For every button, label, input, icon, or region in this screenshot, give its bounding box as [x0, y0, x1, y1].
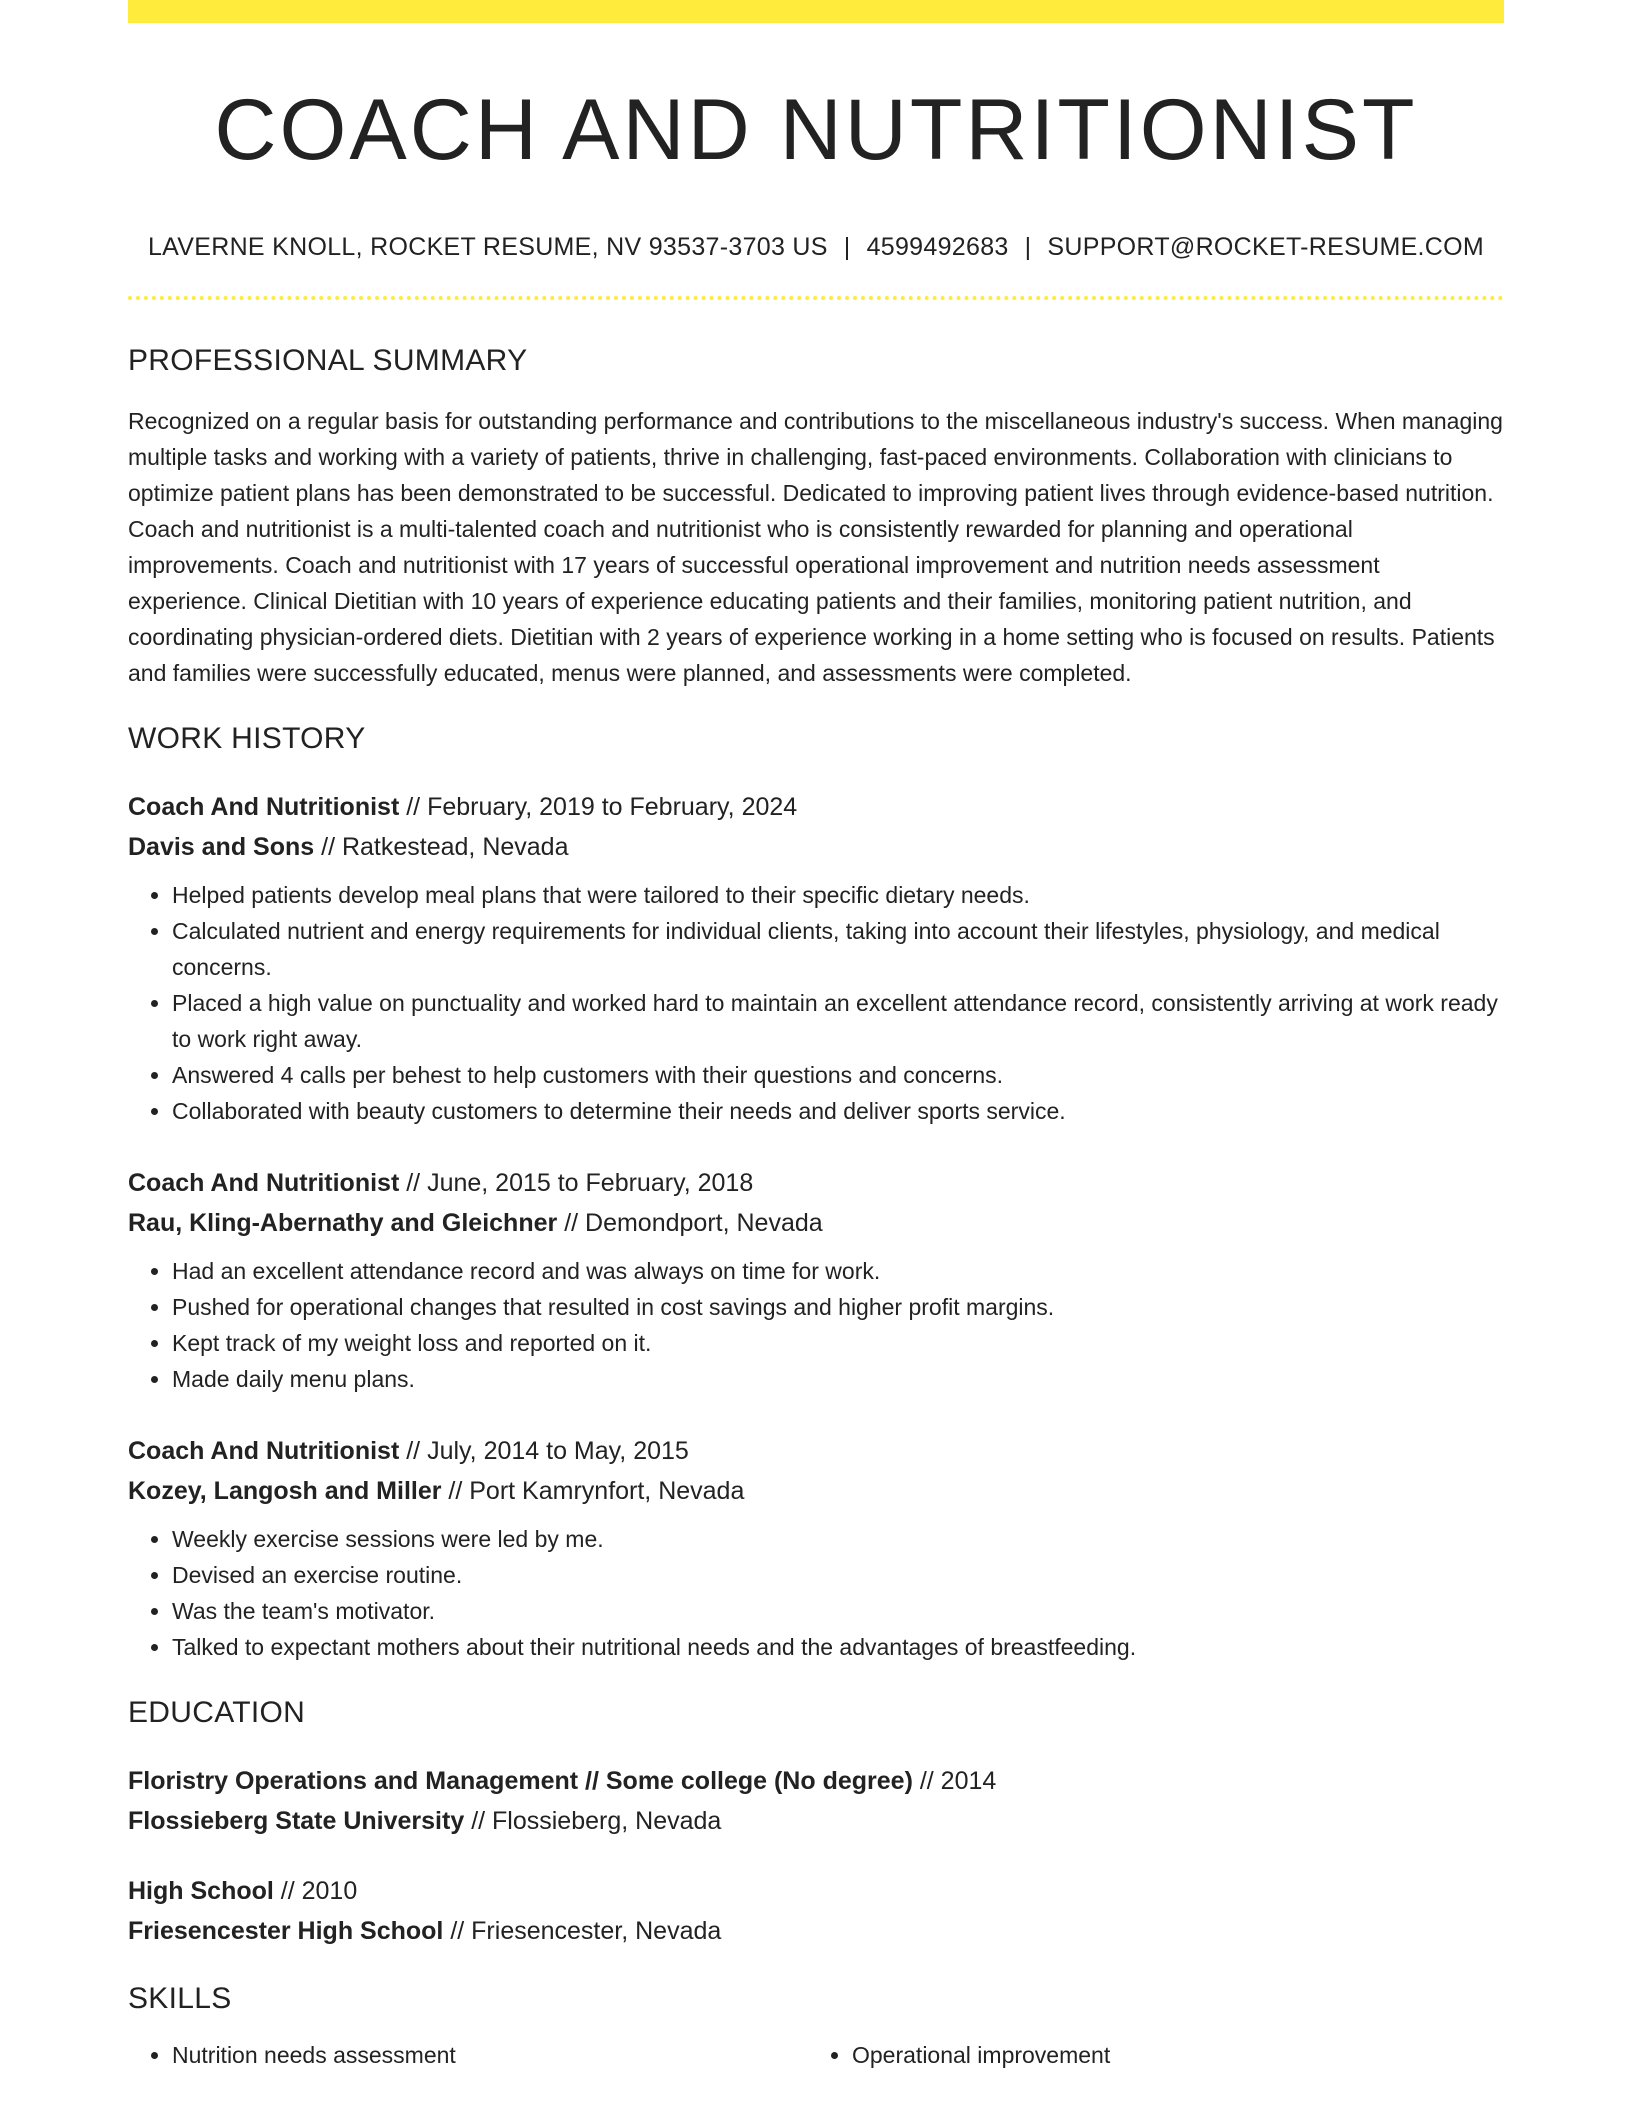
contact-phone: 4599492683 [866, 233, 1009, 261]
education-entry [128, 1761, 1504, 1841]
job-company: Davis and Sons [128, 833, 315, 861]
list-item: • Devised an exercise routine. [172, 1557, 1504, 1593]
work-history-heading: WORK HISTORY [128, 722, 366, 755]
dotted-divider [128, 296, 1504, 300]
job-company-line [128, 1203, 1504, 1243]
resume-content [128, 0, 1504, 2073]
education-heading: EDUCATION [128, 1696, 306, 1729]
education-year: // 2010 [280, 1877, 358, 1905]
skills-column-right [808, 2037, 1488, 2073]
education-school: Flossieberg State University [128, 1807, 465, 1835]
job-bullets [128, 1253, 1504, 1397]
job-location: // Ratkestead, Nevada [321, 833, 569, 861]
education-degree-line [128, 1871, 1504, 1911]
list-item: • Made daily menu plans. [172, 1361, 1504, 1397]
job-bullets [128, 877, 1504, 1129]
list-item: • Operational improvement [852, 2037, 1488, 2073]
contact-address: LAVERNE KNOLL, ROCKET RESUME, NV 93537-3703 US [147, 233, 828, 261]
list-item: • Talked to expectant mothers about their nutritional needs and the advantages of breastfeeding. [172, 1629, 1504, 1665]
summary-text: Recognized on a regular basis for outstanding performance and contributions to the miscellaneous industry's success. When managing multiple tasks and working with a variety of patients, thrive in challenging, fast-paced environments. Collaboration with clinicians to optimize patient plans has been demonstrated to be successful. Dedicated to improving patient lives through evidence-based nutrition. Coach and nutritionist is a multi-talented coach and nutritionist who is consistently rewarded for planning and operational improvements. Coach and nutritionist with 17 years of successful operational improvement and nutrition needs assessment experience. Clinical Dietitian with 10 years of experience educating patients and their families, monitoring patient nutrition, and coordinating physician-ordered diets. Dietitian with 2 years of experience working in a home setting who is focused on results. Patients and families were successfully educated, menus were planned, and assessments were completed. [128, 408, 1503, 686]
contact-line [128, 232, 1504, 262]
job-location: // Demondport, Nevada [564, 1209, 823, 1237]
skills-heading: SKILLS [128, 1982, 232, 2015]
job-bullets [128, 1521, 1504, 1665]
education-degree-line [128, 1761, 1504, 1801]
education-degree: Floristry Operations and Management // Some college (No degree) [128, 1767, 913, 1795]
skills-column-left [128, 2037, 808, 2073]
summary-heading: PROFESSIONAL SUMMARY [128, 344, 528, 377]
education-degree: High School [128, 1877, 274, 1905]
contact-separator: | [843, 233, 851, 261]
education-school-line [128, 1801, 1504, 1841]
education-year: // 2014 [919, 1767, 997, 1795]
skills-list [128, 2037, 1504, 2073]
job-dates: // July, 2014 to May, 2015 [406, 1437, 689, 1465]
job-entry [128, 1163, 1504, 1397]
list-item: • Pushed for operational changes that resulted in cost savings and higher profit margins. [172, 1289, 1504, 1325]
contact-separator: | [1024, 233, 1032, 261]
job-title-line [128, 1163, 1504, 1203]
job-entry [128, 787, 1504, 1129]
education-location: // Friesencester, Nevada [450, 1917, 722, 1945]
list-item: • Calculated nutrient and energy requirements for individual clients, taking into account their lifestyles, physiology, and medical concerns. [172, 913, 1504, 985]
list-item: • Nutrition needs assessment [172, 2037, 808, 2073]
job-title-line [128, 1431, 1504, 1471]
job-title: Coach And Nutritionist [128, 1169, 400, 1197]
list-item: • Had an excellent attendance record and was always on time for work. [172, 1253, 1504, 1289]
list-item: • Placed a high value on punctuality and worked hard to maintain an excellent attendance record, consistently arriving at work ready to work right away. [172, 985, 1504, 1057]
list-item: • Weekly exercise sessions were led by me. [172, 1521, 1504, 1557]
job-company-line [128, 1471, 1504, 1511]
job-title: Coach And Nutritionist [128, 793, 400, 821]
job-dates: // February, 2019 to February, 2024 [406, 793, 798, 821]
job-title-line [128, 787, 1504, 827]
job-title: Coach And Nutritionist [128, 1437, 400, 1465]
list-item: • Was the team's motivator. [172, 1593, 1504, 1629]
list-item: • Answered 4 calls per behest to help customers with their questions and concerns. [172, 1057, 1504, 1093]
job-entry [128, 1431, 1504, 1665]
job-company: Kozey, Langosh and Miller [128, 1477, 442, 1505]
job-location: // Port Kamrynfort, Nevada [448, 1477, 745, 1505]
education-entry [128, 1871, 1504, 1951]
resume-title: COACH AND NUTRITIONIST [214, 82, 1418, 178]
contact-email: SUPPORT@ROCKET-RESUME.COM [1047, 233, 1485, 261]
list-item: • Collaborated with beauty customers to determine their needs and deliver sports service. [172, 1093, 1504, 1129]
list-item: • Kept track of my weight loss and reported on it. [172, 1325, 1504, 1361]
education-school: Friesencester High School [128, 1917, 444, 1945]
job-dates: // June, 2015 to February, 2018 [406, 1169, 754, 1197]
education-school-line [128, 1911, 1504, 1951]
list-item: • Helped patients develop meal plans that were tailored to their specific dietary needs. [172, 877, 1504, 913]
job-company-line [128, 827, 1504, 867]
education-location: // Flossieberg, Nevada [471, 1807, 722, 1835]
job-company: Rau, Kling-Abernathy and Gleichner [128, 1209, 558, 1237]
